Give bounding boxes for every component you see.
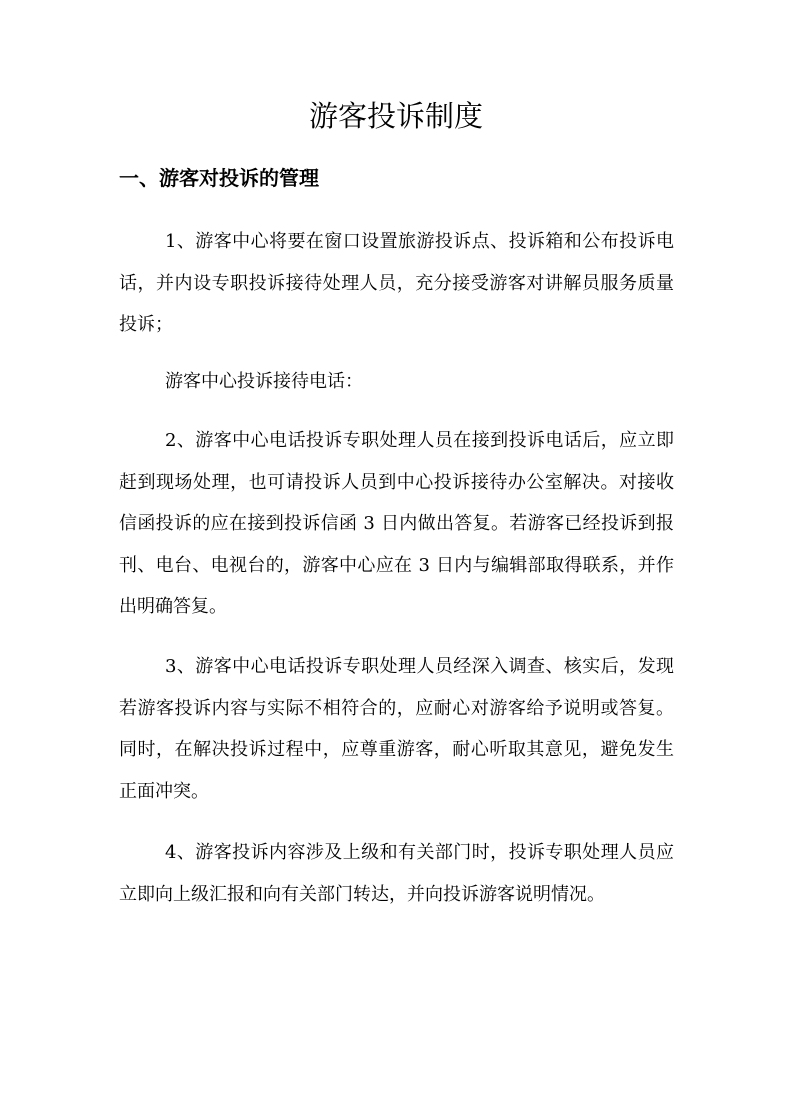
paragraph-hotline: 游客中心投诉接待电话： bbox=[165, 371, 363, 392]
paragraph-4: 4、游客投诉内容涉及上级和有关部门时，投诉专职处理人员应立即向上级汇报和向有关部门转达，并向投诉游客说明情况。 bbox=[119, 842, 674, 905]
paragraph-2: 2、游客中心电话投诉专职处理人员在接到投诉电话后，应立即赶到现场处理，也可请投诉人员到中心投诉接待办公室解决。对接收信函投诉的应在接到投诉信函 3 日内做出答复。若游客已经投诉到报刊、电台、电视台的，游客中心应在 3 日内与编辑部取得联系，并作出明确答复。 bbox=[119, 430, 674, 617]
page-title: 游客投诉制度 bbox=[308, 99, 483, 133]
paragraph-3: 3、游客中心电话投诉专职处理人员经深入调查、核实后，发现若游客投诉内容与实际不相符合的，应耐心对游客给予说明或答复。同时，在解决投诉过程中，应尊重游客，耐心听取其意见，避免发生正面冲突。 bbox=[119, 656, 674, 802]
section-heading: 一、游客对投诉的管理 bbox=[119, 166, 319, 190]
paragraph-1: 1、游客中心将要在窗口设置旅游投诉点、投诉箱和公布投诉电话，并内设专职投诉接待处理人员，充分接受游客对讲解员服务质量投诉； bbox=[119, 231, 674, 335]
